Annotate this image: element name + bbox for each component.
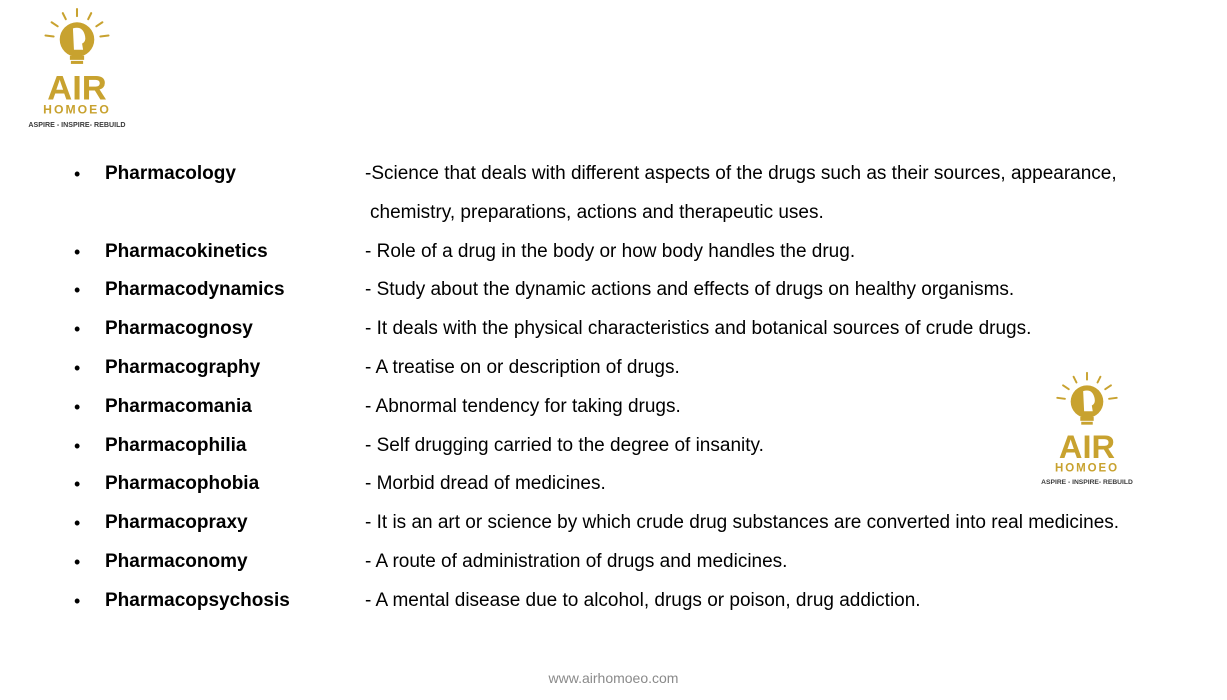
- logo-wordmark: AIR: [47, 69, 107, 108]
- term-label: Pharmacophobia: [105, 473, 260, 495]
- brand-logo-watermark: [1039, 370, 1135, 487]
- term-label: Pharmacokinetics: [105, 240, 268, 262]
- bullet-icon: •: [74, 357, 81, 378]
- term-label: Pharmacography: [105, 356, 261, 378]
- list-item: [0, 582, 1227, 621]
- list-item-continuation: [0, 194, 1227, 233]
- term-label: Pharmacology: [105, 163, 236, 184]
- list-item: [0, 271, 1227, 310]
- bullet-icon: •: [74, 319, 81, 340]
- term-label: Pharmacophilia: [105, 434, 247, 456]
- term-definition: - Study about the dynamic actions and effects of drugs on healthy organisms.: [365, 279, 1015, 301]
- term-definition: - Morbid dread of medicines.: [365, 473, 606, 495]
- bullet-icon: •: [74, 474, 81, 495]
- lightbulb-head-icon: [1071, 385, 1104, 424]
- bullet-icon: •: [74, 590, 81, 611]
- list-item: [0, 155, 1227, 194]
- term-label: Pharmacodynamics: [105, 279, 285, 301]
- term-definition: - A mental disease due to alcohol, drugs or poison, drug addiction.: [365, 589, 921, 611]
- term-label: Pharmacognosy: [105, 318, 253, 340]
- term-definition: - Role of a drug in the body or how body handles the drug.: [365, 240, 856, 262]
- term-definition: - A treatise on or description of drugs.: [365, 356, 680, 378]
- bullet-icon: •: [74, 241, 81, 262]
- logo-tagline: ASPIRE - INSPIRE- REBUILD: [28, 120, 126, 129]
- bullet-icon: •: [74, 164, 81, 184]
- bullet-icon: •: [74, 396, 81, 417]
- lightbulb-head-icon: [60, 22, 95, 64]
- term-definition: - Abnormal tendency for taking drugs.: [365, 395, 681, 417]
- term-definition: - A route of administration of drugs and medicines.: [365, 550, 788, 572]
- term-definition: -Science that deals with different aspects of the drugs such as their sources, appearance,: [365, 163, 1117, 184]
- term-definition-continued: chemistry, preparations, actions and therapeutic uses.: [370, 201, 824, 223]
- logo-tagline: ASPIRE - INSPIRE- REBUILD: [1041, 479, 1133, 487]
- bullet-icon: •: [74, 280, 81, 301]
- bullet-icon: •: [74, 513, 81, 534]
- air-homoeo-logo: [26, 6, 128, 130]
- logo-subtitle: HOMOEO: [43, 102, 111, 117]
- term-label: Pharmacomania: [105, 395, 252, 417]
- term-definition: - Self drugging carried to the degree of insanity.: [365, 434, 764, 456]
- bullet-icon: •: [74, 551, 81, 572]
- list-item: [0, 233, 1227, 272]
- term-label: Pharmaconomy: [105, 550, 248, 572]
- term-definition: - It deals with the physical characteristics and botanical sources of crude drugs.: [365, 318, 1032, 340]
- list-item: [0, 310, 1227, 349]
- air-homoeo-logo: [1039, 370, 1135, 487]
- logo-subtitle: HOMOEO: [1055, 462, 1119, 475]
- bullet-icon: •: [74, 435, 81, 456]
- term-label: Pharmacopsychosis: [105, 589, 290, 611]
- footer-url: www.airhomoeo.com: [548, 670, 679, 686]
- term-label: Pharmacopraxy: [105, 512, 248, 534]
- logo-wordmark: AIR: [1058, 428, 1116, 466]
- term-definition: - It is an art or science by which crude drug substances are converted into real medicines.: [365, 512, 1120, 534]
- brand-logo: [26, 6, 128, 130]
- list-item: [0, 543, 1227, 582]
- list-item: [0, 504, 1227, 543]
